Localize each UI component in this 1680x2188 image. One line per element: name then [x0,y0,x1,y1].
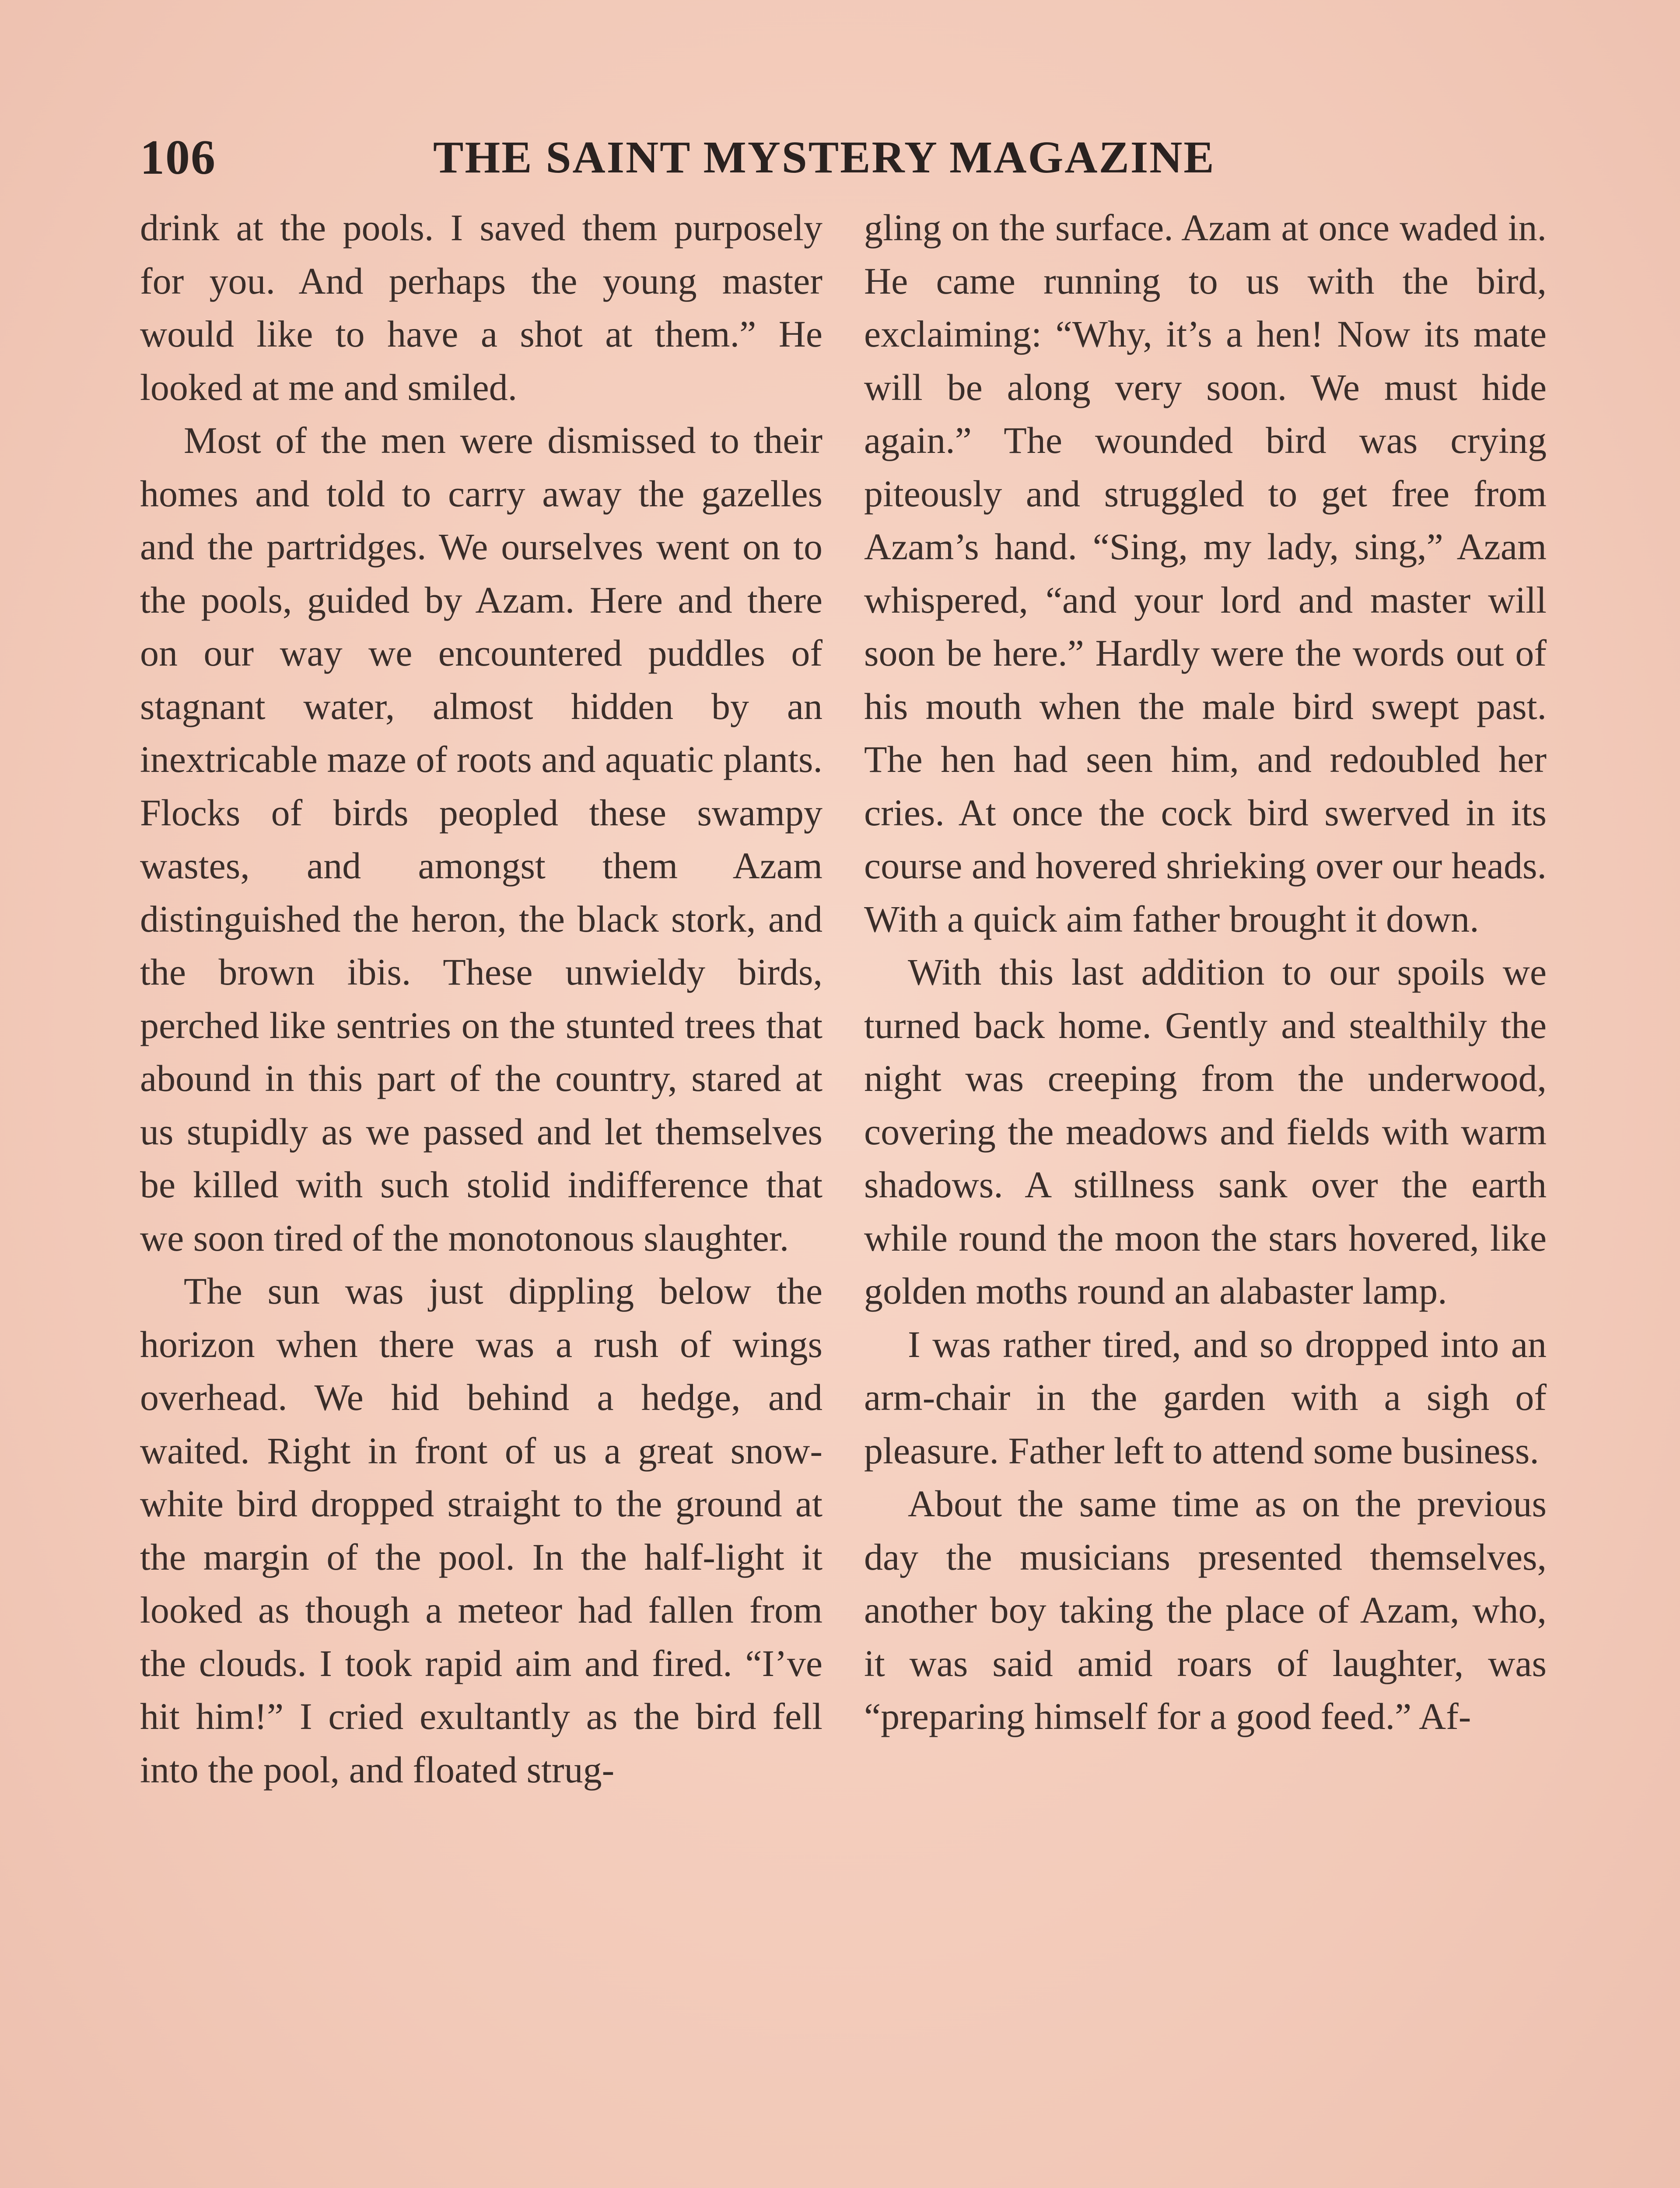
paragraph: About the same time as on the previous day the musicians presented themselves, another boy taking the place of Azam, who, it was said amid roars of laughter, was “preparing himself for a good feed.” Af- [864,1483,1547,1737]
paragraph: I was rather tired, and so dropped into an arm-chair in the garden with a sigh of pleasure. Father left to attend some business. [864,1323,1547,1472]
right-column [864,201,1547,1743]
running-title: THE SAINT MYSTERY MAGAZINE [433,132,1215,182]
paragraph: The sun was just dippling below the horizon when there was a rush of wings overhead. We hid behind a hedge, and waited. Right in front of us a great snow-white bird dropped straight to the ground at the margin of the pool. In the half-light it looked as though a meteor had fallen from the clouds. I took rapid aim and fired. “I’ve hit him!” I cried exultantly as the bird fell into the pool, and floated strug- [140,1270,822,1791]
page-header [140,123,1242,193]
paragraph: gling on the surface. Azam at once waded in. He came running to us with the bird, exclaiming: “Why, it’s a hen! Now its mate will be along very soon. We must hide again.” The wounded bird was crying piteously and struggled to get free from Azam’s hand. “Sing, my lady, sing,” Azam whispered, “and your lord and master will soon be here.” Hardly were the words out of his mouth when the male bird swept past. The hen had seen him, and redoubled her cries. At once the cock bird swerved in its course and hovered shrieking over our heads. With a quick aim father brought it down. [864,207,1547,940]
paragraph: With this last addition to our spoils we turned back home. Gently and stealthily the night was creeping from the underwood, covering the meadows and fields with warm shadows. A stillness sank over the earth while round the moon the stars hovered, like golden moths round an alabaster lamp. [864,951,1547,1312]
paragraph: Most of the men were dismissed to their homes and told to carry away the gazelles and the partridges. We ourselves went on to the pools, guided by Azam. Here and there on our way we encountered puddles of stagnant water, almost hidden by an inextricable maze of roots and aquatic plants. Flocks of birds peopled these swampy wastes, and amongst them Azam distinguished the heron, the black stork, and the brown ibis. These unwieldy birds, perched like sentries on the stunted trees that abound in this part of the country, stared at us stupidly as we passed and let themselves be killed with such stolid indifference that we soon tired of the monotonous slaughter. [140,419,822,1259]
left-column [140,201,822,1796]
paragraph: drink at the pools. I saved them purposely for you. And perhaps the young master would like to have a shot at them.” He looked at me and smiled. [140,207,822,408]
page-number: 106 [140,130,216,185]
